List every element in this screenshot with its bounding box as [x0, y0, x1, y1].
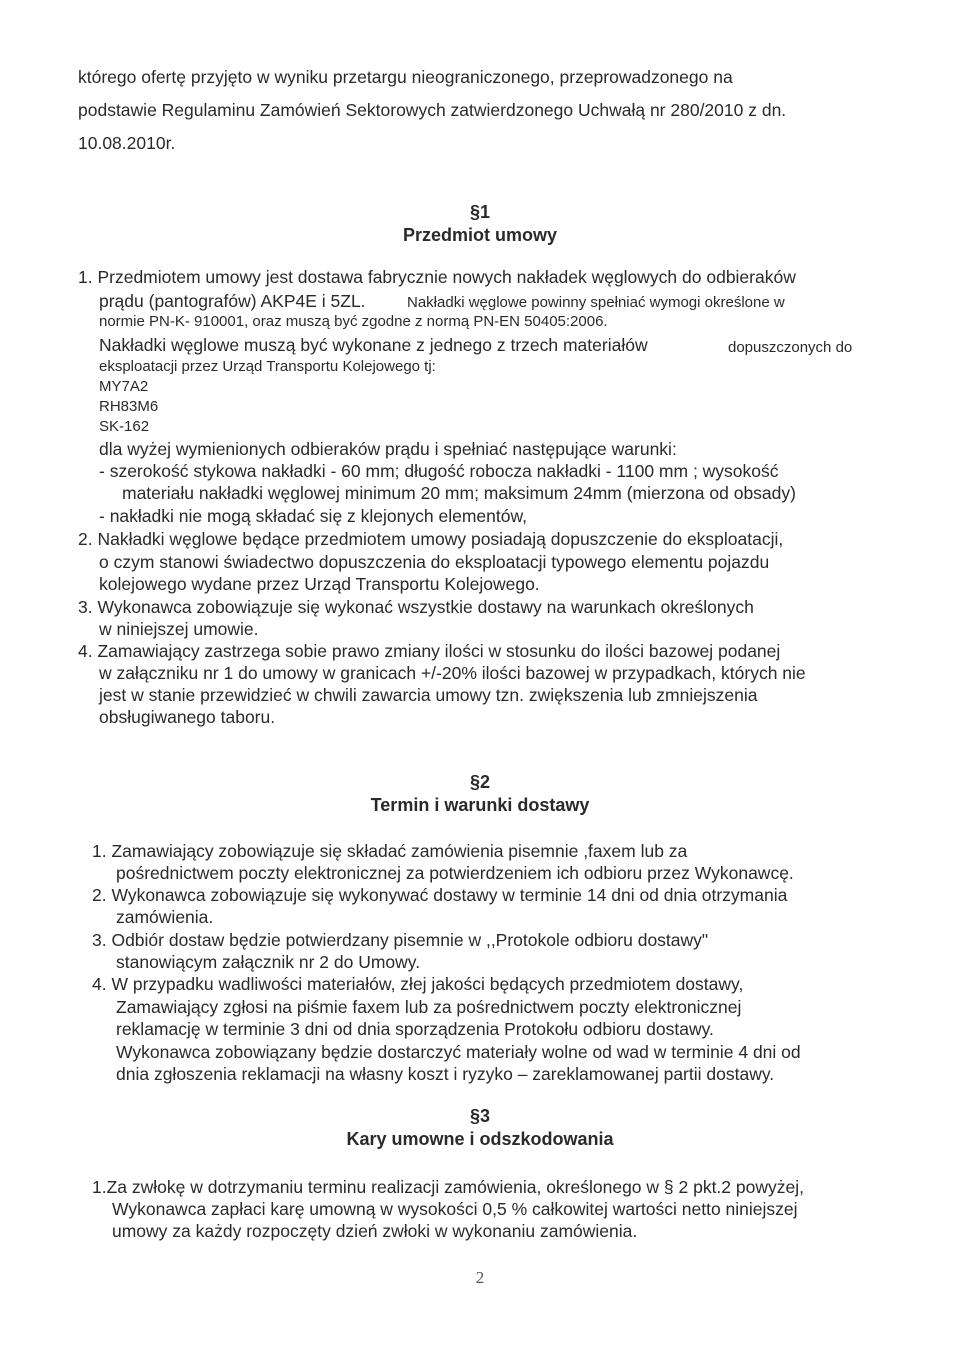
s1-item-1-line-4: Nakładki węglowe muszą być wykonane z jednego z trzech materiałów [99, 335, 648, 355]
s1-item-2-line-3: kolejowego wydane przez Urząd Transportu Kolejowego. [99, 574, 540, 594]
s1-dash-1-line-2: materiału nakładki węglowej minimum 20 mm; maksimum 24mm (mierzona od obsady) [122, 483, 796, 503]
intro-line-2: podstawie Regulaminu Zamówień Sektorowych zatwierdzonego Uchwałą nr 280/2010 z dn. [78, 100, 787, 120]
material-3: SK-162 [99, 418, 150, 435]
section-2-number: §2 [469, 772, 491, 792]
s1-item-1-line-1: 1. Przedmiotem umowy jest dostawa fabrycznie nowych nakładek węglowych do odbieraków [78, 267, 796, 287]
s1-dash-2: - nakładki nie mogą składać się z klejonych elementów, [99, 506, 527, 526]
s2-item-4-line-5: dnia zgłoszenia reklamacji na własny koszt i ryzyko – zareklamowanej partii dostawy. [116, 1064, 775, 1084]
page-number: 2 [475, 1268, 485, 1287]
s2-item-2-line-2: zamówienia. [116, 907, 214, 927]
section-3-number: §3 [469, 1106, 491, 1126]
s1-item-1-line-3: normie PN-K- 910001, oraz muszą być zgodne z normą PN-EN 50405:2006. [99, 313, 608, 330]
section-2-title: Termin i warunki dostawy [370, 795, 590, 815]
section-3-title: Kary umowne i odszkodowania [346, 1129, 614, 1149]
s1-item-2-line-2: o czym stanowi świadectwo dopuszczenia do eksploatacji typowego elementu pojazdu [99, 552, 770, 572]
s1-dash-1-line-1: - szerokość stykowa nakładki - 60 mm; długość robocza nakładki - 1100 mm ; wysokość [99, 461, 779, 481]
s2-item-4-line-1: 4. W przypadku wadliwości materiałów, złej jakości będących przedmiotem dostawy, [92, 974, 744, 994]
s1-item-4-line-3: jest w stanie przewidzieć w chwili zawarcia umowy tzn. zwiększenia lub zmniejszenia [99, 685, 758, 705]
s3-item-1-line-3: umowy za każdy rozpoczęty dzień zwłoki w wykonaniu zamówienia. [112, 1221, 638, 1241]
s3-item-1-line-1: 1.Za zwłokę w dotrzymaniu terminu realizacji zamówienia, określonego w § 2 pkt.2 powyżej, [92, 1177, 804, 1197]
s1-item-4-line-4: obsługiwanego taboru. [99, 707, 276, 727]
s2-item-1-line-2: pośrednictwem poczty elektronicznej za potwierdzeniem ich odbioru przez Wykonawcę. [116, 863, 794, 883]
material-2: RH83M6 [99, 398, 159, 415]
s3-item-1-line-2: Wykonawca zapłaci karę umowną w wysokości 0,5 % całkowitej wartości netto niniejszej [112, 1199, 798, 1219]
s1-item-1-line-4b: dopuszczonych do [728, 339, 853, 356]
s1-item-1-line-2b: Nakładki węglowe powinny spełniać wymogi określone w [407, 294, 785, 311]
s2-item-4-line-4: Wykonawca zobowiązany będzie dostarczyć materiały wolne od wad w terminie 4 dni od [116, 1042, 801, 1062]
s2-item-1-line-1: 1. Zamawiający zobowiązuje się składać zamówienia pisemnie ,faxem lub za [92, 841, 688, 861]
s1-item-3-line-2: w niniejszej umowie. [99, 619, 259, 639]
section-1-number: §1 [469, 202, 491, 222]
s1-conditions-intro: dla wyżej wymienionych odbieraków prądu i spełniać następujące warunki: [99, 439, 677, 459]
s1-item-4-line-2: w załączniku nr 1 do umowy w granicach +/-20% ilości bazowej w przypadkach, których nie [99, 663, 806, 683]
intro-line-1: którego ofertę przyjęto w wyniku przetargu nieograniczonego, przeprowadzonego na [78, 67, 733, 87]
section-1-title: Przedmiot umowy [402, 225, 558, 245]
s2-item-3-line-2: stanowiącym załącznik nr 2 do Umowy. [116, 952, 421, 972]
s2-item-2-line-1: 2. Wykonawca zobowiązuje się wykonywać dostawy w terminie 14 dni od dnia otrzymania [92, 885, 788, 905]
s1-item-1-line-5: eksploatacji przez Urząd Transportu Kolejowego tj: [99, 358, 436, 375]
s1-item-3-line-1: 3. Wykonawca zobowiązuje się wykonać wszystkie dostawy na warunkach określonych [78, 597, 754, 617]
s2-item-4-line-3: reklamację w terminie 3 dni od dnia sporządzenia Protokołu odbioru dostawy. [116, 1019, 714, 1039]
s1-item-1-line-2: prądu (pantografów) AKP4E i 5ZL. [99, 291, 366, 311]
material-1: MY7A2 [99, 378, 149, 395]
s2-item-3-line-1: 3. Odbiór dostaw będzie potwierdzany pisemnie w ,,Protokole odbioru dostawy" [92, 930, 709, 950]
s1-item-4-line-1: 4. Zamawiający zastrzega sobie prawo zmiany ilości w stosunku do ilości bazowej podanej [78, 641, 781, 661]
s1-item-2-line-1: 2. Nakładki węglowe będące przedmiotem umowy posiadają dopuszczenie do eksploatacji, [78, 529, 784, 549]
intro-line-3: 10.08.2010r. [78, 133, 176, 153]
s2-item-4-line-2: Zamawiający zgłosi na piśmie faxem lub za pośrednictwem poczty elektronicznej [116, 997, 742, 1017]
